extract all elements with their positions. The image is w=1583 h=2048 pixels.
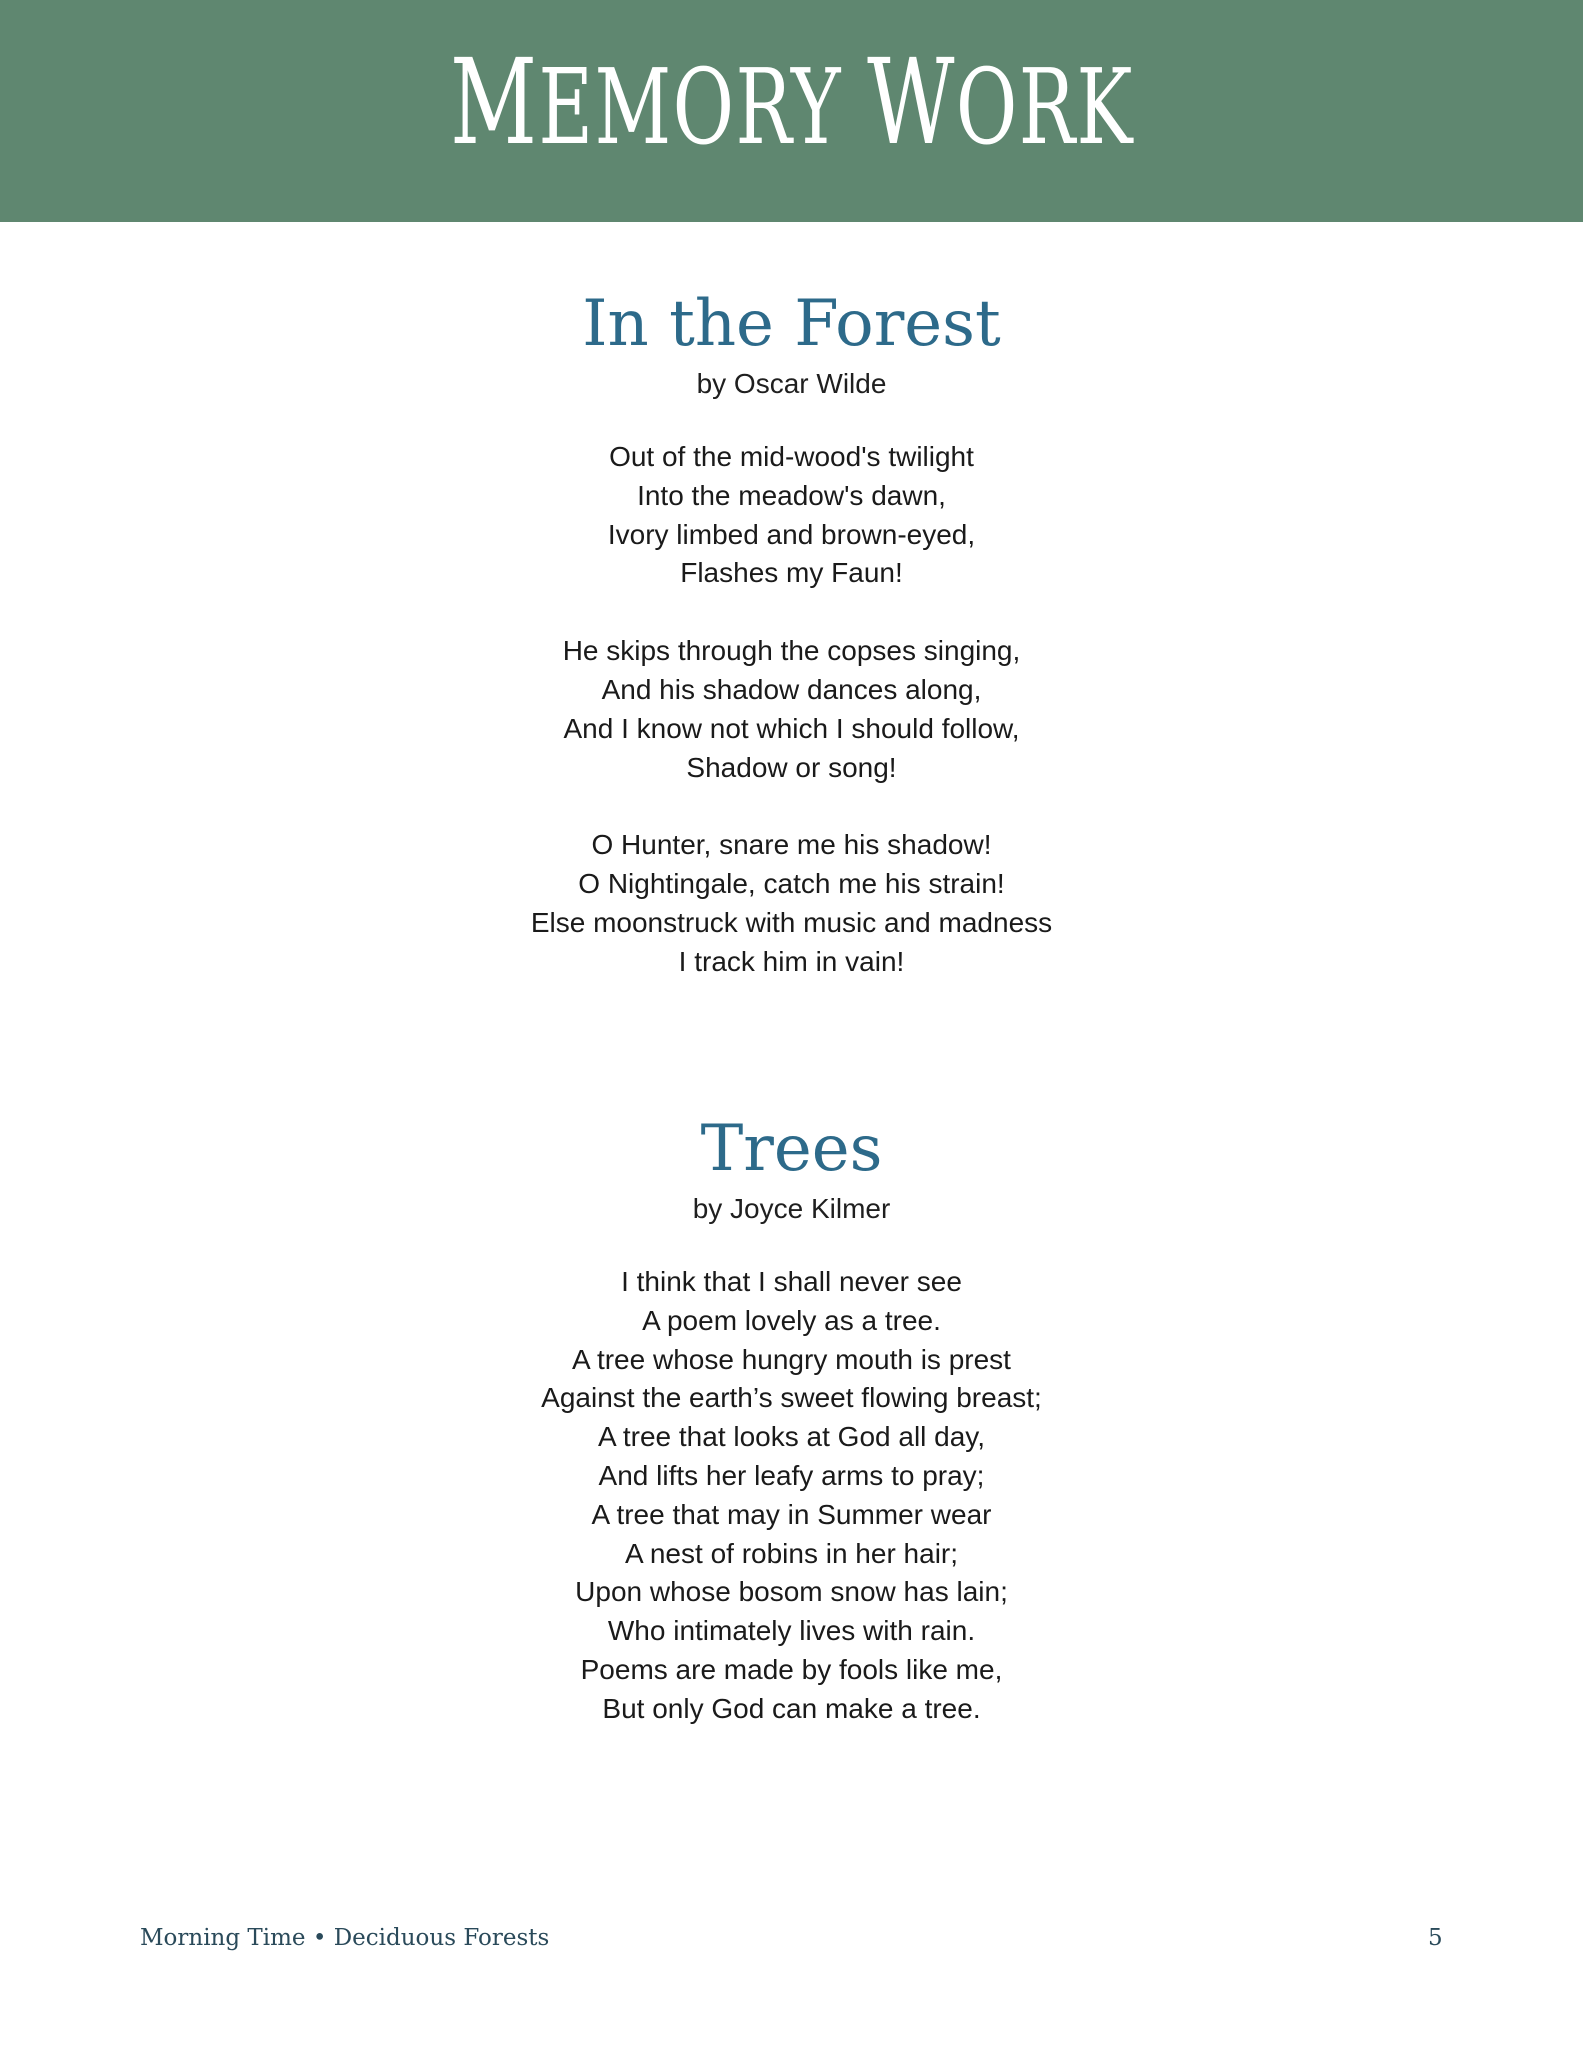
poem-trees [0, 1112, 1583, 1729]
page-title-rest-2: ORK [955, 46, 1134, 168]
stanza [0, 1263, 1583, 1729]
page-number: 5 [1428, 1925, 1443, 1951]
poem-line: O Hunter, snare me his shadow! [591, 829, 992, 861]
poem-line: A tree whose hungry mouth is prest [572, 1343, 1011, 1375]
page-title-rest-1: EMORY [537, 46, 867, 168]
poem-line: Who intimately lives with rain. [607, 1615, 976, 1647]
header-band [0, 0, 1583, 222]
poem-line: And I know not which I should follow, [563, 712, 1020, 744]
poem-line: He skips through the copses singing, [562, 635, 1021, 667]
stanza [0, 438, 1583, 593]
poem-line: I track him in vain! [678, 945, 905, 977]
poem-line: A nest of robins in her hair; [624, 1537, 959, 1569]
poem-line: Shadow or song! [686, 751, 897, 783]
poem-line: O Nightingale, catch me his strain! [578, 868, 1005, 900]
poem-line: I think that I shall never see [621, 1266, 962, 1297]
poem-line: Flashes my Faun! [680, 557, 903, 589]
stanza [0, 826, 1583, 981]
poem-line: Ivory limbed and brown-eyed, [607, 518, 976, 550]
poem-line: Poems are made by fools like me, [580, 1653, 1003, 1685]
poem-line: Out of the mid-wood's twilight [609, 441, 974, 472]
poem-line: But only God can make a tree. [602, 1692, 981, 1724]
page-title [450, 33, 1134, 171]
poem-line: A poem lovely as a tree. [642, 1304, 941, 1336]
poem-line: Against the earth’s sweet flowing breast; [541, 1382, 1042, 1414]
poem-line: And lifts her leafy arms to pray; [598, 1459, 985, 1491]
poem-line: A tree that may in Summer wear [591, 1498, 992, 1530]
footer-series-title: Morning Time • Deciduous Forests [140, 1925, 550, 1951]
stanza [0, 632, 1583, 787]
poem-in-the-forest [0, 287, 1583, 982]
page-title-initial-2: W [866, 33, 956, 171]
poem-line: Else moonstruck with music and madness [530, 906, 1053, 938]
poem-title: Trees [700, 1112, 883, 1186]
poem-line: A tree that looks at God all day, [597, 1421, 986, 1453]
poem-line: And his shadow dances along, [601, 673, 982, 705]
poem-line: Into the meadow's dawn, [637, 479, 946, 511]
poem-title: In the Forest [582, 287, 1001, 361]
page-title-initial-1: M [449, 33, 538, 171]
poem-line: Upon whose bosom snow has lain; [575, 1576, 1008, 1608]
poem-author: by Oscar Wilde [696, 368, 887, 399]
poem-author: by Joyce Kilmer [692, 1193, 891, 1224]
